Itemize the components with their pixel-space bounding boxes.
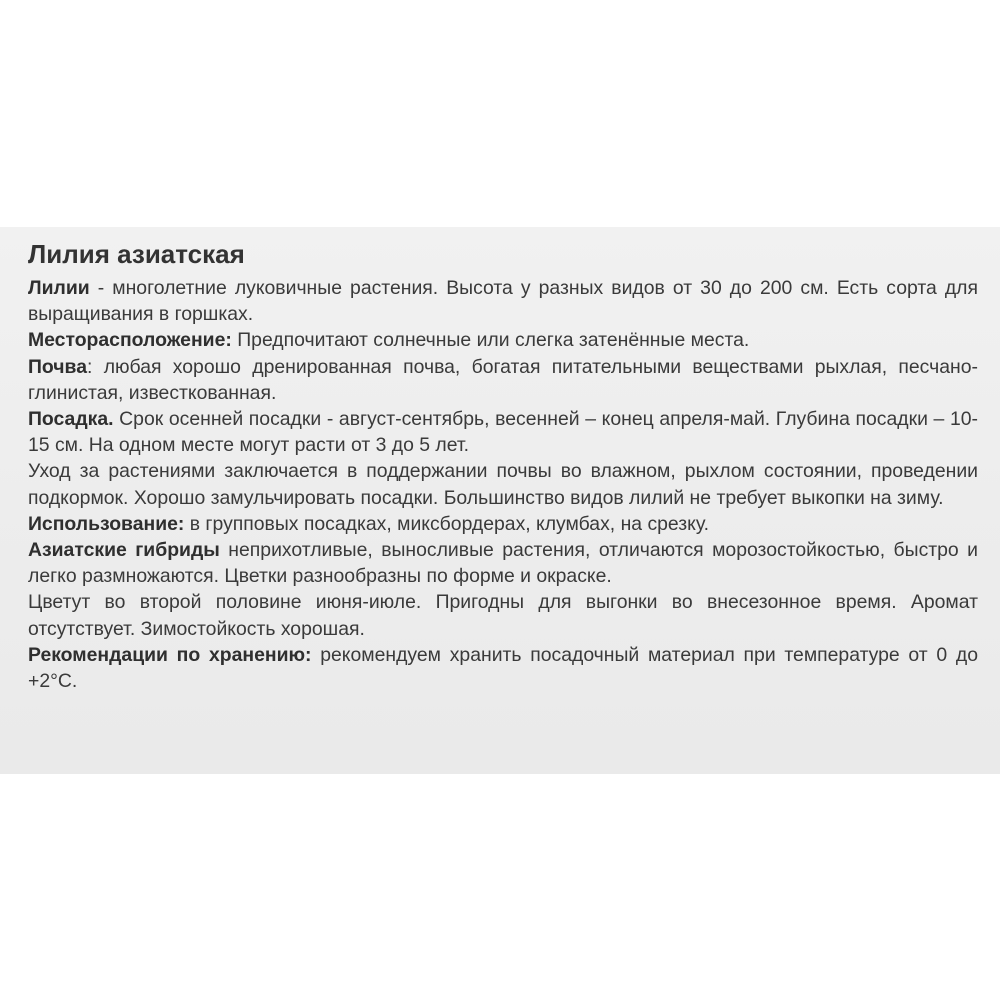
paragraph-flowering xyxy=(28,589,978,641)
paragraph-storage xyxy=(28,642,978,694)
paragraph-care xyxy=(28,458,978,510)
paragraph-label: Использование: xyxy=(28,512,185,535)
product-description-label xyxy=(0,227,1000,774)
product-title: Лилия азиатская xyxy=(28,239,245,269)
paragraph-text: неприхотливые, выносливые растения, отличаются морозостойкостью, быстро и легко размножаются. Цветки разнообразны по форме и окраске. xyxy=(28,539,978,588)
paragraph-label: Азиатские гибриды xyxy=(28,539,220,562)
paragraph-text: Срок осенней посадки - август-сентябрь, весенней – конец апреля-май. Глубина посадки – 10-15 см. На одном месте могут расти от 3 до 5 лет. xyxy=(28,408,978,457)
paragraph-text: - многолетние луковичные растения. Высота у разных видов от 30 до 200 см. Есть сорта для выращивания в горшках. xyxy=(28,277,978,326)
paragraph-soil xyxy=(28,354,978,406)
paragraph-text: Уход за растениями заключается в поддержании почвы во влажном, рыхлом состоянии, проведении подкормок. Хорошо замульчировать посадки. Большинство видов лилий не требует выкопки на зиму. xyxy=(28,460,978,509)
paragraph-text: Цветут во второй половине июня-июле. Пригодны для выгонки во внесезонное время. Аромат отсутствует. Зимостойкость хорошая. xyxy=(28,591,978,640)
paragraph-text: Предпочитают солнечные или слегка затенённые места. xyxy=(231,329,750,352)
paragraph-label: Почва xyxy=(28,355,88,378)
paragraph-text: в групповых посадках, миксбордерах, клумбах, на срезку. xyxy=(184,512,710,535)
paragraph-label: Рекомендации по хранению: xyxy=(28,643,312,666)
paragraph-text: : любая хорошо дренированная почва, богатая питательными веществами рыхлая, песчано-глинистая, известкованная. xyxy=(28,355,978,404)
paragraph-location xyxy=(28,327,978,353)
paragraph-usage xyxy=(28,511,978,537)
paragraph-text: рекомендуем хранить посадочный материал при температуре от 0 до +2°С. xyxy=(28,643,978,693)
paragraph-asiatic-hybrids xyxy=(28,537,978,589)
paragraph-label: Месторасположение: xyxy=(28,329,232,352)
paragraph-lilies xyxy=(28,275,978,327)
paragraph-planting xyxy=(28,406,978,458)
paragraph-label: Посадка. xyxy=(28,408,114,431)
paragraph-label: Лилии xyxy=(28,277,90,299)
